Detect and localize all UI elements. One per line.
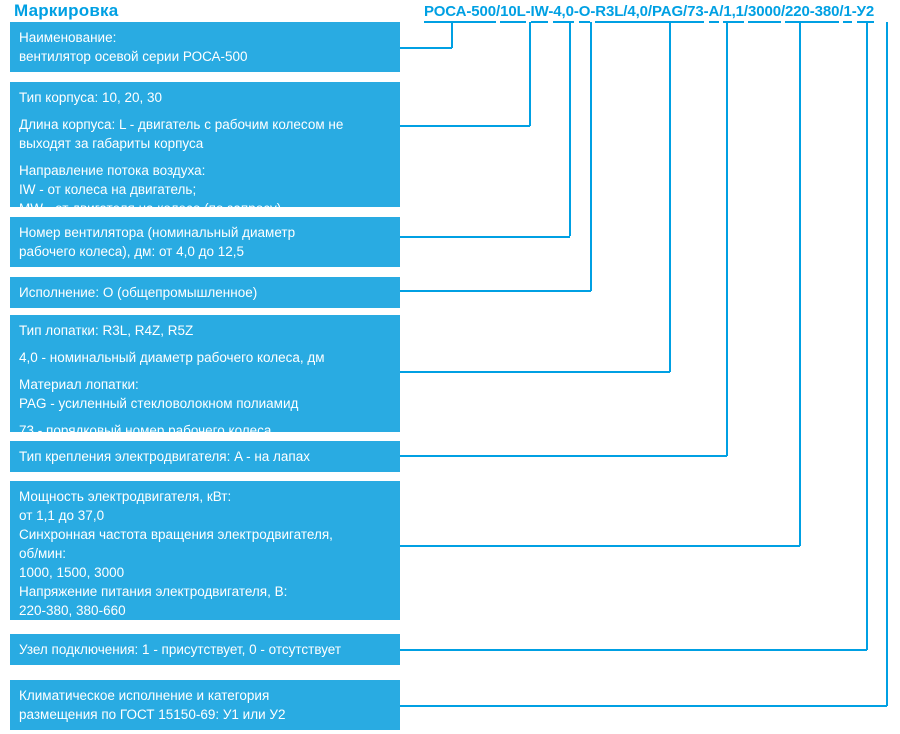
- box-ispolnenie-line-0: Исполнение: O (общепромышленное): [19, 285, 258, 300]
- code-segment-voltage: 220-380: [785, 3, 839, 23]
- page-title: Маркировка: [14, 1, 119, 20]
- connector-v-uzel: [866, 22, 868, 650]
- box-korpus-line-0: Тип корпуса: 10, 20, 30: [19, 90, 163, 105]
- code-sep-1: /: [496, 3, 501, 20]
- box-dvigatel: [10, 481, 400, 620]
- box-naimenovanie-line-0: Наименование:: [19, 30, 117, 45]
- connector-h-naimenovanie: [400, 47, 452, 49]
- connector-h-lopatka: [400, 371, 670, 373]
- connector-h-ispolnenie: [400, 290, 591, 292]
- box-uzel-line-0: Узел подключения: 1 - присутствует, 0 - отсутствует: [19, 642, 342, 657]
- box-nomer-ventilyatora: [10, 217, 400, 267]
- code-sep-11: -: [851, 3, 857, 20]
- connector-h-klimat: [400, 705, 887, 707]
- box-naimenovanie: [10, 22, 400, 72]
- box-kreplenie-line-0: Тип крепления электродвигателя: A - на лапах: [19, 449, 311, 464]
- code-sep-2: -: [525, 3, 531, 20]
- connector-v-lopatka: [669, 22, 671, 372]
- box-ispolnenie: [10, 277, 400, 308]
- connector-v-dvigatel: [799, 22, 801, 546]
- box-dvigatel-line-2: Синхронная частота вращения электродвигателя,: [19, 527, 333, 542]
- box-lopatka-line-1: 4,0 - номинальный диаметр рабочего колеса, дм: [19, 350, 325, 365]
- box-korpus-line-2: выходят за габариты корпуса: [19, 136, 204, 151]
- code-segment-blade: R3L/4,0/PAG/73: [595, 3, 703, 23]
- box-korpus-line-3: Направление потока воздуха:: [19, 163, 206, 178]
- box-nomer-line-0: Номер вентилятора (номинальный диаметр: [19, 225, 296, 240]
- code-sep-3: -: [548, 3, 554, 20]
- box-dvigatel-line-0: Мощность электродвигателя, кВт:: [19, 489, 232, 504]
- box-korpus-line-4: IW - от колеса на двигатель;: [19, 182, 197, 197]
- code-segment-housing: 10L: [500, 3, 526, 23]
- box-lopatka-line-3: PAG - усиленный стекловолокном полиамид: [19, 396, 299, 411]
- code-sep-6: -: [703, 3, 709, 20]
- product-code-string: [424, 3, 874, 20]
- box-korpus-line-1: Длина корпуса: L - двигатель с рабочим колесом не: [19, 117, 344, 132]
- box-lopatka: [10, 315, 400, 438]
- code-segment-airflow: IW: [531, 3, 549, 23]
- connector-h-dvigatel: [400, 545, 800, 547]
- box-korpus-potok: [10, 82, 400, 216]
- box-klimat-line-1: размещения по ГОСТ 15150-69: У1 или У2: [19, 707, 286, 722]
- connector-v-korpus: [529, 22, 531, 126]
- connector-v-klimat: [886, 22, 888, 706]
- box-klimat-line-0: Климатическое исполнение и категория: [19, 688, 270, 703]
- code-sep-8: /: [743, 3, 748, 20]
- code-segment-mounting: A: [709, 3, 720, 23]
- box-lopatka-line-4: 73 - порядковый номер рабочего колеса: [19, 423, 272, 438]
- connector-h-uzel: [400, 649, 867, 651]
- code-sep-4: -: [573, 3, 579, 20]
- connector-h-korpus: [400, 125, 530, 127]
- code-sep-7: /: [719, 3, 724, 20]
- connector-v-potok: [569, 22, 571, 236]
- code-segment-connection-unit: 1: [843, 3, 851, 23]
- code-segment-climate: У2: [857, 3, 874, 23]
- box-kreplenie: [10, 441, 400, 472]
- connector-v-ispolnenie: [590, 22, 592, 291]
- box-nomer-line-1: рабочего колеса), дм: от 4,0 до 12,5: [19, 244, 245, 259]
- box-dvigatel-line-5: Напряжение питания электродвигателя, В:: [19, 584, 288, 599]
- box-lopatka-line-0: Тип лопатки: R3L, R4Z, R5Z: [19, 323, 194, 338]
- code-sep-10: /: [839, 3, 844, 20]
- box-naimenovanie-line-1: вентилятор осевой серии РОСА-500: [19, 49, 248, 64]
- connector-v-kreplenie: [726, 22, 728, 456]
- box-dvigatel-line-4: 1000, 1500, 3000: [19, 565, 125, 580]
- code-segment-execution: O: [579, 3, 591, 23]
- box-uzel: [10, 634, 400, 665]
- box-dvigatel-line-3: об/мин:: [19, 546, 67, 561]
- code-sep-9: /: [780, 3, 786, 20]
- code-sep-5: -: [590, 3, 596, 20]
- code-segment-name: РОСА-500: [424, 3, 496, 23]
- box-korpus-line-5: MW - от двигателя на колесо (по запросу): [19, 201, 282, 216]
- code-segment-rpm: 3000: [748, 3, 781, 23]
- box-klimat: [10, 680, 400, 730]
- connector-v-naimenovanie: [451, 22, 453, 48]
- box-lopatka-line-2: Материал лопатки:: [19, 377, 139, 392]
- code-segment-power: 1,1: [723, 3, 744, 23]
- connector-h-nomer: [400, 236, 570, 238]
- code-segment-fan-number: 4,0: [553, 3, 574, 23]
- box-dvigatel-line-6: 220-380, 380-660: [19, 603, 126, 618]
- connector-h-kreplenie: [400, 455, 727, 457]
- box-dvigatel-line-1: от 1,1 до 37,0: [19, 508, 105, 523]
